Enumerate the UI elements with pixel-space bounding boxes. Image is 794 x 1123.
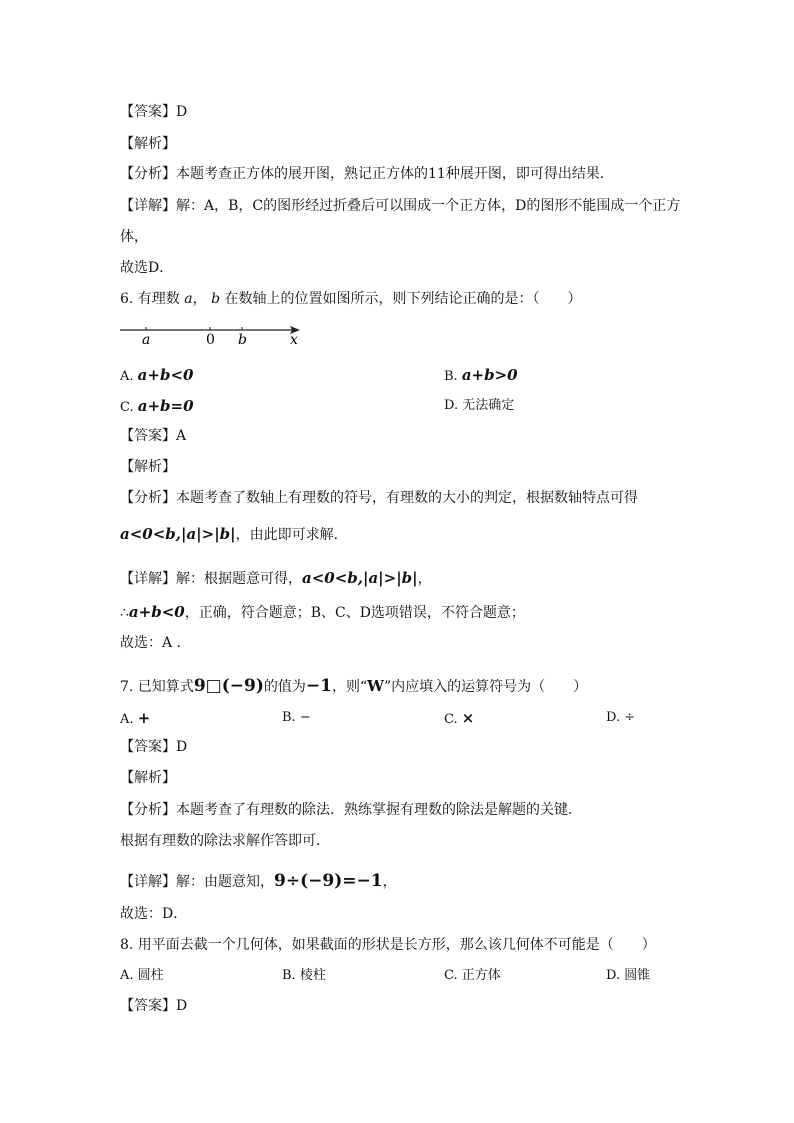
label-b: b — [238, 332, 247, 348]
q7-option-c-letter: C. — [444, 712, 458, 727]
q6-option-d — [444, 396, 514, 416]
q6-option-a-letter: A. — [120, 369, 134, 384]
label-zero: 0 — [206, 332, 215, 348]
q8-option-c: C. 正方体 — [444, 968, 501, 983]
q7-answer: 【答案】D — [120, 739, 188, 755]
q6-fenxi-rest: ，由此即可求解． — [235, 527, 348, 543]
q6-var-a: a — [184, 291, 193, 307]
label-x: x — [290, 332, 298, 348]
q7-option-c — [444, 708, 474, 730]
q7-stem-rest: ”内应填入的运算符号为（ ） — [383, 679, 588, 695]
q6-var-b: b — [211, 291, 221, 307]
q6-fenxi-math: a<0<b,|a|>|b| — [120, 525, 236, 543]
q7-detail-math: 9÷(−9)=−1 — [274, 871, 383, 891]
q7-option-d — [606, 708, 635, 728]
q7-analysis-head: 【解析】 — [120, 770, 176, 786]
q5-answer: 【答案】D — [120, 104, 188, 120]
q6-sep: ， — [192, 291, 207, 307]
q6-option-c-math: a+b=0 — [137, 397, 194, 415]
number-line-figure — [118, 318, 308, 348]
q7-stem-num: 7. 已知算式 — [120, 679, 194, 695]
q7-stem-mid2: ，则“ — [331, 679, 368, 695]
q7-option-b — [282, 708, 311, 728]
q7-stem-w: W — [367, 677, 384, 695]
q6-fenxi-line1: 【分析】本题考查了数轴上有理数的符号，有理数的大小的判定，根据数轴特点可得 — [120, 490, 638, 506]
q6-conclusion: 故选：A ． — [120, 635, 191, 651]
q6-option-c — [120, 396, 194, 418]
q6-detail-pre: 【详解】解：根据题意可得， — [120, 571, 302, 587]
q5-conclusion: 故选D． — [120, 260, 174, 276]
q5-fenxi: 【分析】本题考查正方体的展开图，熟记正方体的11种展开图，即可得出结果． — [120, 166, 614, 182]
q6-option-b-letter: B. — [444, 369, 458, 384]
q5-analysis-head: 【解析】 — [120, 136, 176, 152]
q7-fenxi-line1: 【分析】本题考查了有理数的除法．熟练掌握有理数的除法是解题的关键． — [120, 802, 582, 818]
q7-detail-pre: 【详解】解：由题意知， — [120, 874, 274, 890]
q6-stem-rest: 在数轴上的位置如图所示，则下列结论正确的是：（ ） — [224, 291, 582, 307]
q6-option-a — [120, 365, 193, 387]
label-a: a — [142, 332, 151, 348]
q7-stem-mid: 的值为 — [263, 679, 306, 695]
q6-option-c-letter: C. — [120, 400, 134, 415]
plus-symbol: + — [137, 709, 151, 727]
q6-detail-math: a<0<b,|a|>|b| — [302, 569, 418, 587]
q6-detail — [120, 568, 432, 589]
q6-answer: 【答案】A — [120, 428, 187, 444]
q7-option-a-letter: A. — [120, 712, 134, 727]
q8-option-d: D. 圆锥 — [606, 968, 651, 983]
divide-symbol: ÷ — [624, 710, 636, 725]
q7-option-a — [120, 708, 150, 730]
q6-fenxi-line2 — [120, 524, 348, 545]
q5-detail-line1: 【详解】解：A，B，C的图形经过折叠后可以围成一个正方体，D的图形不能围成一个正方 — [120, 198, 681, 214]
q7-stem-math: 9□(−9) — [193, 676, 264, 696]
q6-detail-post: ， — [417, 571, 432, 587]
therefore-symbol: ∴ — [120, 605, 129, 621]
q6-option-b-math: a+b>0 — [461, 366, 518, 384]
q7-conclusion: 故选：D． — [120, 906, 188, 922]
q6-option-b — [444, 365, 518, 387]
q7-fenxi-line2: 根据有理数的除法求解作答即可． — [120, 833, 330, 849]
q6-therefore-rest: ，正确，符合题意；B、C、D选项错误，不符合题意； — [184, 605, 525, 621]
q7-option-b-letter: B. — [282, 710, 296, 725]
q6-stem-num: 6. 有理数 — [120, 291, 180, 307]
q7-stem — [120, 676, 587, 697]
q6-analysis-head: 【解析】 — [120, 459, 176, 475]
q5-detail-line2: 体， — [120, 229, 148, 245]
q8-option-b: B. 棱柱 — [282, 968, 326, 983]
times-symbol: × — [461, 709, 475, 727]
q6-option-d-letter: D. — [444, 398, 459, 413]
q6-option-a-math: a+b<0 — [137, 366, 194, 384]
q8-option-a: A. 圆柱 — [120, 968, 164, 983]
q6-therefore — [120, 602, 525, 623]
q8-stem: 8. 用平面去截一个几何体，如果截面的形状是长方形，那么该几何体不可能是（ ） — [120, 937, 656, 953]
q7-detail — [120, 871, 397, 892]
q6-option-d-text: 无法确定 — [462, 398, 515, 413]
q6-stem — [120, 289, 582, 309]
q7-stem-value: −1 — [305, 676, 332, 696]
q7-detail-post: ， — [382, 874, 397, 890]
minus-symbol: − — [299, 710, 311, 725]
q6-therefore-math: a+b<0 — [128, 603, 185, 621]
q7-option-d-letter: D. — [606, 710, 621, 725]
q8-answer: 【答案】D — [120, 998, 188, 1014]
